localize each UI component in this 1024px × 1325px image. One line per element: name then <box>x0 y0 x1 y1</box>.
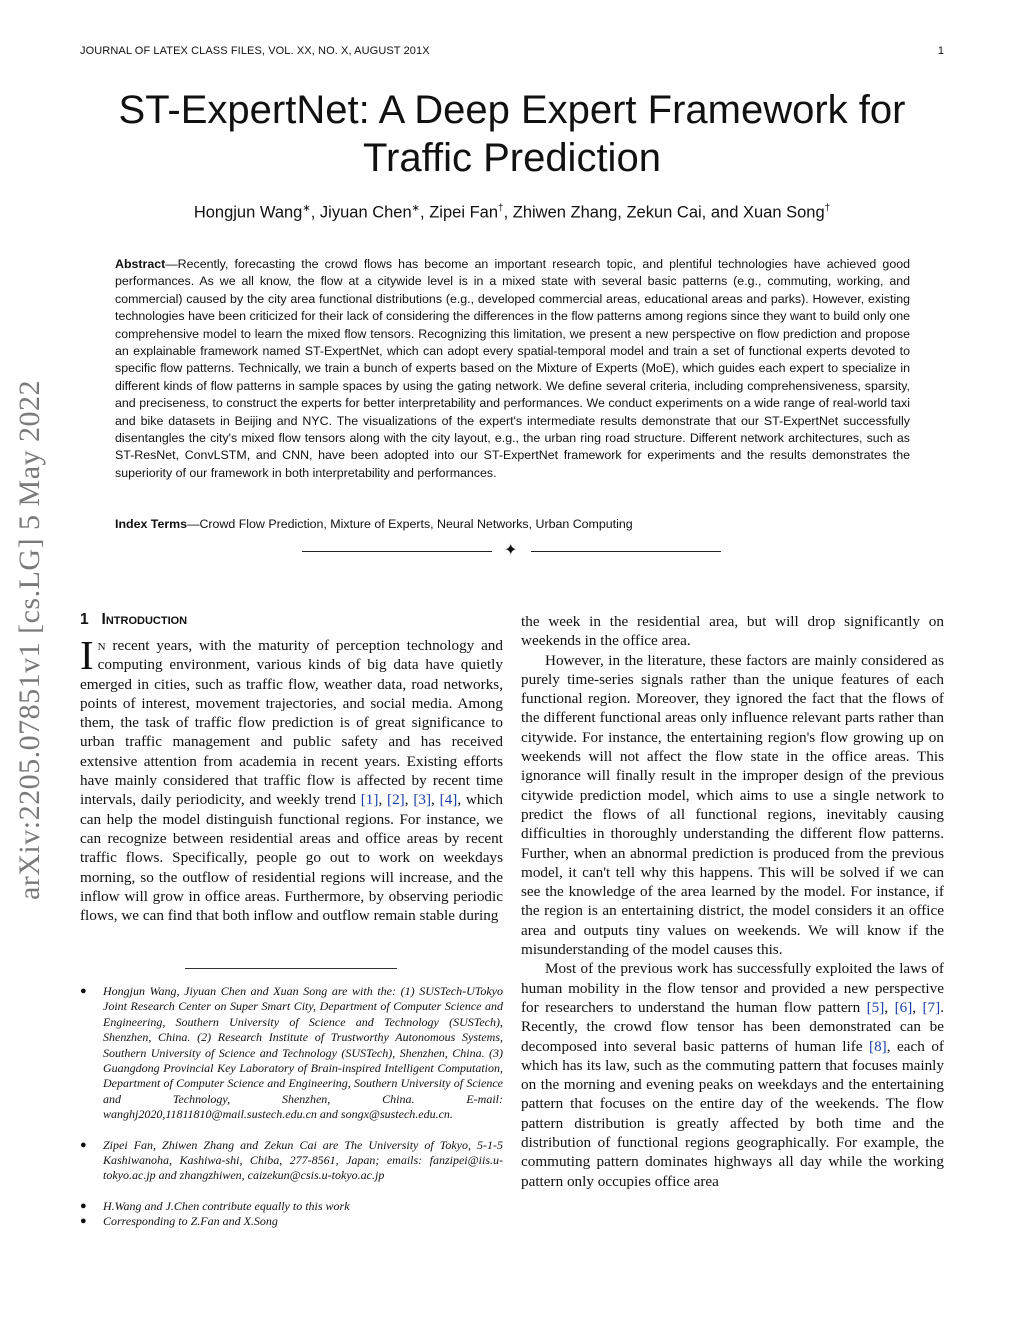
citation-link[interactable]: [1] <box>360 791 379 809</box>
index-terms-text: —Crowd Flow Prediction, Mixture of Experts, Neural Networks, Urban Computing <box>187 517 633 531</box>
divider-diamond-icon: ✦ <box>504 542 518 559</box>
author-name: Zekun Cai <box>626 203 702 222</box>
citation-link[interactable]: [6] <box>894 998 913 1016</box>
dropcap: I <box>80 632 94 678</box>
author-mark: † <box>824 203 831 214</box>
citation-link[interactable]: [2] <box>387 791 405 809</box>
abstract <box>115 256 910 482</box>
intro-paragraph-2: However, in the literature, these factors are mainly considered as purely time-series signals rather than the unique features of each functional region. Moreover, they ignored the fact that the flows of the different functional areas only influence relevant parts rather than citywide. For instance, the entertaining region's flow growing up on weekends will not affect the flow state in the office areas. This ignorance will finally result in the improper design of the previous citywide prediction model, which aims to use a single network to predict the flows of all functional regions, inevitably causing difficulties in thoroughly understanding the different flow patterns. Further, when an abnormal prediction is produced from the previous model, it can't tell why this happens. This will be solved if we can see the knowledge of the area learned by the model. For instance, if the region is an entertaining district, the model considers it an office area and outputs tiny values on weekends. We will know if the misunderstanding of the model causes this. <box>521 651 944 959</box>
divider-line-right <box>531 551 721 552</box>
footnote-item: ● H.Wang and J.Chen contribute equally to this work <box>80 1198 350 1213</box>
arxiv-stamp-text: arXiv:2205.07851v1 [cs.LG] 5 May 2022 <box>13 379 46 901</box>
bullet-icon: ● <box>80 1199 87 1212</box>
section-heading <box>80 611 187 629</box>
intro-paragraph-continued: the week in the residential area, but will drop significantly on weekends in the office area. <box>521 613 944 650</box>
author-name: Jiyuan Chen <box>319 203 412 222</box>
footnote-rule <box>185 968 397 969</box>
running-header: JOURNAL OF LATEX CLASS FILES, VOL. XX, NO. X, AUGUST 201X <box>80 45 430 57</box>
citation-link[interactable]: [3] <box>413 791 432 809</box>
authors-connector: and <box>710 203 739 222</box>
page-number: 1 <box>937 45 944 57</box>
citation-link[interactable]: [7] <box>922 998 941 1016</box>
index-terms <box>115 516 910 533</box>
section-title: Introduction <box>101 611 188 628</box>
right-column <box>521 612 944 1191</box>
author-name: Zhiwen Zhang <box>512 203 618 222</box>
abstract-text: —Recently, forecasting the crowd flows has become an important research topic, and plentiful technologies have achieved good performances. As we all know, the flow at a citywide level is in a mixed state with several basic patterns (e.g., commuting, working, and commercial) caused by the city area functional distributions (e.g., developed commercial areas, educational areas and parks). However, existing technologies have been criticized for their lack of considering the differences in the flow patterns among regions since they want to build only one comprehensive model to learn the mixed flow tensors. Recognizing this limitation, we present a new perspective on flow prediction and propose an explainable framework named ST-ExpertNet, which can adopt every spatial-temporal model and train a set of functional experts devoted to specific flow patterns. Technically, we train a bunch of experts based on the Mixture of Experts (MoE), which guides each expert to specialize in different kinds of flow patterns in sample spaces by using the gating network. We define several criteria, including comprehensiveness, sparsity, and preciseness, to construct the experts for better interpretability and performances. We conduct experiments on a wide range of real-world taxi and bike datasets in Beijing and NYC. The visualizations of the expert's intermediate results demonstrate that our ST-ExpertNet successfully disentangles the city's mixed flow tensors along with the city layout, e.g., the urban ring road structure. Different network architectures, such as ST-ResNet, ConvLSTM, and CNN, have been adopted into our ST-ExpertNet framework for experiments and the results demonstrates the superiority of our framework in both interpretability and performances. <box>115 257 910 480</box>
author-list: Hongjun Wang∗, Jiyuan Chen∗, Zipei Fan†, Zhiwen Zhang, Zekun Cai, and Xuan Song† <box>193 203 831 222</box>
first-word-rest: n <box>97 637 106 654</box>
paper-title: ST-ExpertNet: A Deep Expert Framework for Traffic Prediction <box>118 88 906 180</box>
arxiv-stamp <box>0 350 60 930</box>
footnote-item: ● Corresponding to Z.Fan and X.Song <box>80 1214 278 1229</box>
section-divider <box>300 543 722 559</box>
intro-paragraph-1: In recent years, with the maturity of perception technology and computing environment, various kinds of big data have quietly emerged in cities, such as traffic flow, weather data, road networks, points of interest, movement trajectories, and social media. Among them, the task of traffic flow prediction is of great significance to urban traffic management and public safety and has received extensive attention from academia in recent years. Existing efforts have mainly considered that traffic flow is affected by recent time intervals, daily periodicity, and weekly trend [1], [2], [3], [4], which can help the model distinguish functional regions. For instance, we can recognize between residential areas and office areas by recent traffic flows. Specifically, people go out to work on weekdays morning, so the outflow of residential regions will increase, and the inflow will grow in office areas. Furthermore, by observing periodic flows, we can find that both inflow and outflow remain stable during <box>80 632 504 925</box>
footnote-item: ● Hongjun Wang, Jiyuan Chen and Xuan Song are with the: (1) SUSTech-UTokyo Joint Research Center on Super Smart City, Department of Computer Science and Engineering, Southern University of Science and Technology (SUSTech), Shenzhen, China. (2) Research Institute of Trustworthy Autonomous Systems, Southern University of Science and Technology (SUSTech), Shenzhen, China. (3) Guangdong Provincial Key Laboratory of Brain-inspired Intelligent Computation, Department of Computer Science and Engineering, Southern University of Science and Technology, Shenzhen, China. E-mail: wanghj2020,11811810@mail.sustech.edu.cn and songx@sustech.edu.cn. <box>80 984 503 1122</box>
intro-paragraph-3: Most of the previous work has successfully exploited the laws of human mobility in the flow tensor and provided a new perspective for researchers to understand the human flow pattern [5], [6], [7]. Recently, the crowd flow tensor has been demonstrated can be decomposed into several basic patterns of human life [8], each of which has its law, such as the commuting pattern that focuses mainly on the morning and evening peaks on weekdays and the entertaining pattern that focuses on the entire day of the weekends. The flow pattern distribution is greatly affected by both time and the distribution of functional regions geographically. For example, the commuting pattern dominates highways all day while the working pattern only occupies office area <box>521 960 945 1190</box>
author-mark: ∗ <box>302 203 311 214</box>
index-terms-label: Index Terms <box>115 517 188 531</box>
section-number: 1 <box>80 611 89 628</box>
divider-line-left <box>302 551 492 552</box>
author-name: Xuan Song <box>742 203 825 222</box>
author-name: Zipei Fan <box>429 203 498 222</box>
citation-link[interactable]: [8] <box>869 1037 887 1055</box>
author-mark: † <box>498 203 504 214</box>
citation-link[interactable]: [5] <box>866 998 885 1016</box>
abstract-label: Abstract <box>115 257 166 271</box>
author-name: Hongjun Wang <box>193 203 303 222</box>
author-mark: ∗ <box>411 203 421 214</box>
bullet-icon: ● <box>80 1138 87 1151</box>
left-column <box>80 632 504 925</box>
bullet-icon: ● <box>80 1215 87 1228</box>
citation-link[interactable]: [4] <box>439 791 458 809</box>
footnotes <box>80 984 503 1230</box>
bullet-icon: ● <box>80 985 87 997</box>
footnote-item: ● Zipei Fan, Zhiwen Zhang and Zekun Cai are The University of Tokyo, 5-1-5 Kashiwanoha, Kashiwa-shi, Chiba, 277-8561, Japan; emails: fanzipei@iis.u-tokyo.ac.jp and zhangzhiwen, caizekun@csis.u-tokyo.ac.jp <box>80 1137 503 1183</box>
